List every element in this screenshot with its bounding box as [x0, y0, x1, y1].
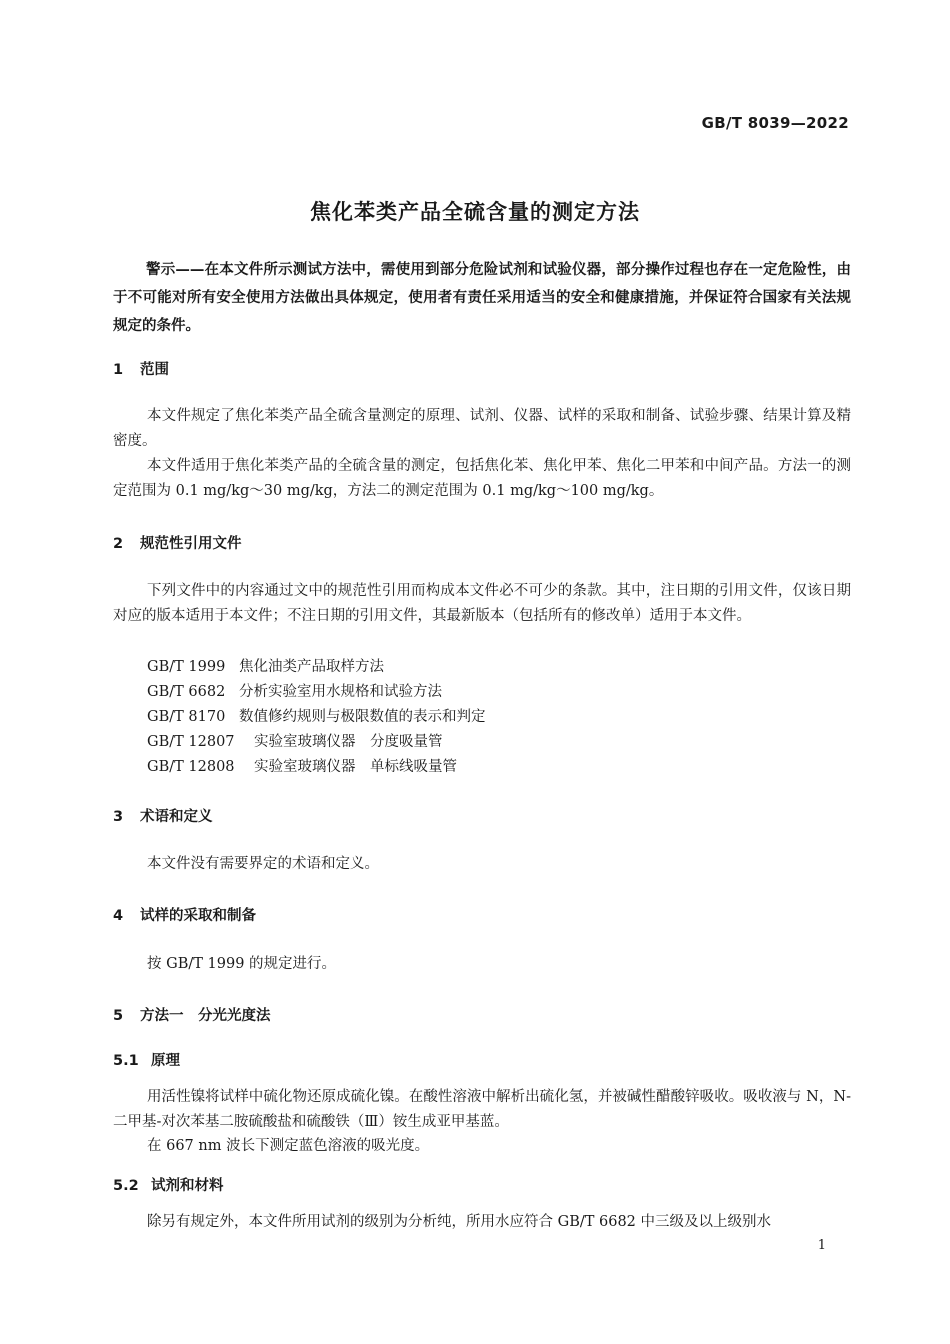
reference-code: GB/T 1999	[147, 659, 226, 675]
section-number: 3	[113, 809, 124, 825]
section-1-paragraph-2: 本文件适用于焦化苯类产品的全硫含量的测定，包括焦化苯、焦化甲苯、焦化二甲苯和中间产品。方法一的测定范围为 0.1 mg/kg～30 mg/kg，方法二的测定范围为 0.1 mg/kg～100 mg/kg。	[113, 458, 851, 499]
section-1-paragraph-1: 本文件规定了焦化苯类产品全硫含量测定的原理、试剂、仪器、试样的采取和制备、试验步骤、结果计算及精密度。	[113, 408, 851, 449]
warning-paragraph: 警示——在本文件所示测试方法中，需使用到部分危险试剂和试验仪器，部分操作过程也存在一定危险性，由于不可能对所有安全使用方法做出具体规定，使用者有责任采用适当的安全和健康措施，并保证符合国家有关法规规定的条件。	[113, 262, 851, 334]
section-1-heading	[113, 358, 169, 379]
reference-title: 实验室玻璃仪器 单标线吸量管	[254, 759, 457, 775]
standard-number: GB/T 8039—2022	[701, 114, 849, 132]
document-title: 焦化苯类产品全硫含量的测定方法	[310, 200, 640, 224]
section-title: 原理	[151, 1053, 180, 1069]
reference-title: 数值修约规则与极限数值的表示和判定	[239, 709, 486, 725]
reference-title: 分析实验室用水规格和试验方法	[239, 684, 442, 700]
reference-item	[147, 680, 442, 701]
section-5-1-paragraph-2: 在 667 nm 波长下测定蓝色溶液的吸光度。	[147, 1138, 430, 1154]
reference-title: 实验室玻璃仪器 分度吸量管	[254, 734, 443, 750]
section-5-2-heading	[113, 1174, 224, 1195]
section-5-1-heading	[113, 1049, 180, 1070]
section-4-heading	[113, 904, 256, 925]
section-5-1-paragraph-1: 用活性镍将试样中硫化物还原成硫化镍。在酸性溶液中解析出硫化氢，并被碱性醋酸锌吸收。吸收液与 N，N-二甲基-对次苯基二胺硫酸盐和硫酸铁（Ⅲ）铵生成亚甲基蓝。	[113, 1089, 851, 1130]
reference-item	[147, 655, 384, 676]
section-title: 试样的采取和制备	[140, 908, 256, 924]
section-title: 规范性引用文件	[140, 536, 242, 552]
section-number: 1	[113, 362, 124, 378]
reference-code: GB/T 12808	[147, 759, 235, 775]
section-4-paragraph-1: 按 GB/T 1999 的规定进行。	[147, 956, 337, 972]
section-5-2-paragraph-1: 除另有规定外，本文件所用试剂的级别为分析纯，所用水应符合 GB/T 6682 中三级及以上级别水	[147, 1214, 772, 1230]
section-3-paragraph-1: 本文件没有需要界定的术语和定义。	[147, 856, 379, 872]
section-number: 5.1	[113, 1053, 139, 1069]
reference-code: GB/T 6682	[147, 684, 226, 700]
section-2-heading	[113, 532, 242, 553]
reference-item	[147, 730, 443, 751]
reference-code: GB/T 12807	[147, 734, 235, 750]
section-number: 2	[113, 536, 124, 552]
section-5-heading	[113, 1004, 271, 1025]
section-3-heading	[113, 805, 213, 826]
reference-title: 焦化油类产品取样方法	[239, 659, 384, 675]
section-number: 4	[113, 908, 124, 924]
section-number: 5.2	[113, 1178, 139, 1194]
section-title: 范围	[140, 362, 169, 378]
section-title: 术语和定义	[140, 809, 213, 825]
page-number: 1	[817, 1238, 826, 1253]
reference-code: GB/T 8170	[147, 709, 226, 725]
section-number: 5	[113, 1008, 124, 1024]
reference-item	[147, 705, 486, 726]
section-title: 试剂和材料	[151, 1178, 224, 1194]
section-title: 方法一 分光光度法	[140, 1008, 271, 1024]
section-2-paragraph-1: 下列文件中的内容通过文中的规范性引用而构成本文件必不可少的条款。其中，注日期的引用文件，仅该日期对应的版本适用于本文件；不注日期的引用文件，其最新版本（包括所有的修改单）适用于本文件。	[113, 583, 851, 624]
reference-item	[147, 755, 457, 776]
